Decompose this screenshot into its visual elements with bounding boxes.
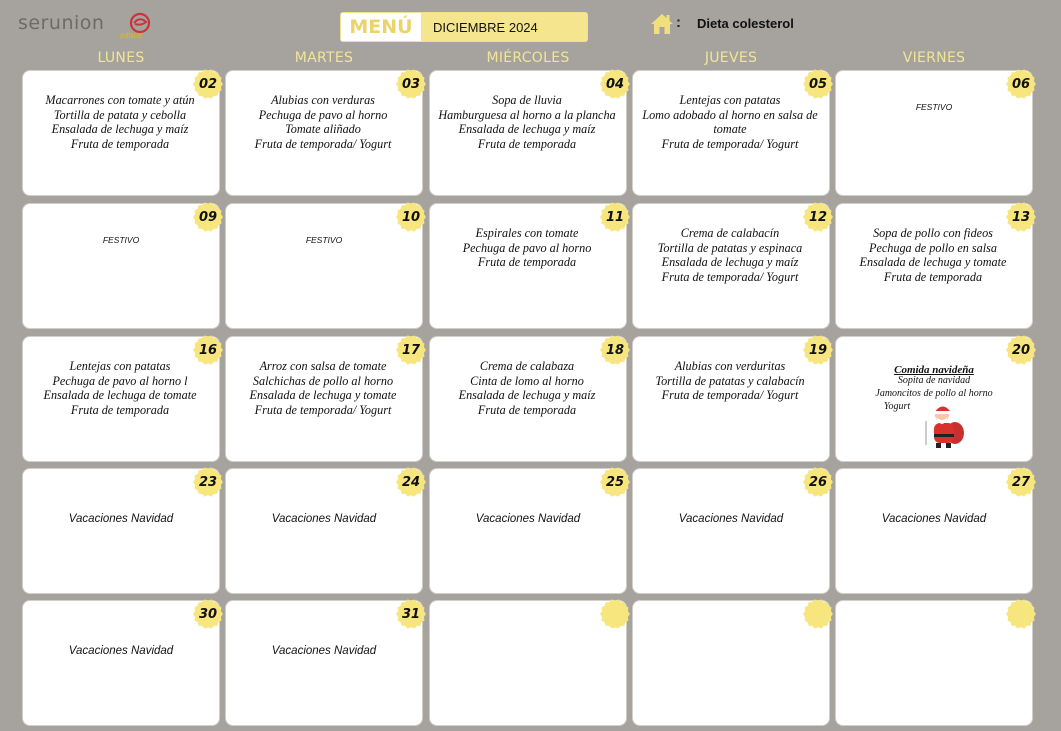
menu-item: Pechuga de pavo al horno <box>258 107 388 122</box>
day-number: 12 <box>808 209 828 225</box>
day-number: 31 <box>401 606 421 622</box>
day-cell <box>430 601 626 725</box>
day-number: 03 <box>401 76 421 92</box>
day-badge <box>193 467 223 497</box>
menu-item: Arroz con salsa de tomate <box>259 359 387 373</box>
menu-item: Ensalada de lechuga y maíz <box>458 388 596 403</box>
menu-label: MENÚ <box>341 13 421 41</box>
menu-items <box>230 359 416 417</box>
day-badge <box>1006 335 1036 365</box>
day-number: 13 <box>1011 209 1031 225</box>
menu-items <box>434 359 620 417</box>
day-badge <box>803 599 833 629</box>
day-number: 02 <box>198 76 218 92</box>
day-number: 17 <box>401 342 421 358</box>
day-badge <box>396 202 426 232</box>
day-cell <box>226 204 422 328</box>
menu-item: Fruta de temporada <box>477 402 577 417</box>
day-cell <box>23 204 219 328</box>
day-badge <box>1006 599 1036 629</box>
menu-item: Fruta de temporada <box>477 136 577 151</box>
day-badge <box>600 467 630 497</box>
special-meal-item: Yogurt <box>883 401 911 412</box>
day-number: 18 <box>605 342 625 358</box>
day-cell <box>430 71 626 195</box>
house-icon <box>650 12 674 36</box>
menu-item: Sopa de pollo con fideos <box>873 226 993 240</box>
holiday-note: FESTIVO <box>102 235 140 245</box>
menu-item: Crema de calabaza <box>479 359 575 373</box>
vacation-note: Vacaciones Navidad <box>678 513 784 525</box>
day-cell <box>633 337 829 461</box>
day-cell <box>226 469 422 593</box>
menu-item: Tortilla de patatas y espinaca <box>657 240 803 255</box>
menu-items <box>434 226 620 270</box>
weekday-header: JUEVES <box>704 50 758 66</box>
menu-item: Tortilla de patatas y calabacín <box>655 373 805 388</box>
day-badge <box>1006 69 1036 99</box>
menu-item: Salchichas de pollo al horno <box>252 373 394 388</box>
menu-item: Fruta de temporada/ Yogurt <box>661 388 799 403</box>
menu-item: Lentejas con patatas <box>69 359 171 373</box>
menu-item: Alubias con verduras <box>271 93 375 107</box>
menu-item: Fruta de temporada <box>477 255 577 270</box>
menu-month: DICIEMBRE 2024 <box>421 13 587 41</box>
holiday-note: FESTIVO <box>305 235 343 245</box>
menu-item: Fruta de temporada/ Yogurt <box>254 402 392 417</box>
menu-item: Macarrones con tomate y atún <box>45 93 195 107</box>
menu-item: Fruta de temporada/ Yogurt <box>254 136 392 151</box>
menu-item: Ensalada de lechuga y maíz <box>458 122 596 137</box>
weekday-header: MARTES <box>294 50 354 66</box>
santa-claus-icon <box>922 401 966 449</box>
holiday-note: FESTIVO <box>915 102 953 112</box>
menu-items <box>637 93 823 151</box>
menu-item: Crema de calabacín <box>680 226 780 240</box>
menu-item: Espirales con tomate <box>475 226 579 240</box>
day-number: 16 <box>198 342 218 358</box>
vacation-note: Vacaciones Navidad <box>271 645 377 657</box>
menu-item: Ensalada de lechuga de tomate <box>43 388 197 403</box>
weekday-header: VIERNES <box>902 50 966 66</box>
menu-items <box>434 93 620 151</box>
menu-item: Fruta de temporada <box>70 402 170 417</box>
day-cell <box>633 204 829 328</box>
menu-item: Pechuga de pavo al horno <box>462 240 592 255</box>
menu-items <box>230 93 416 151</box>
day-number: 06 <box>1011 76 1031 92</box>
day-number <box>600 599 630 629</box>
day-number <box>803 599 833 629</box>
diet-label: Dieta colesterol <box>697 16 794 31</box>
vacation-note: Vacaciones Navidad <box>68 513 174 525</box>
special-meal-item: Sopita de navidad <box>897 375 971 386</box>
menu-items <box>27 359 213 417</box>
menu-item: Fruta de temporada/ Yogurt <box>661 269 799 284</box>
day-cell <box>633 469 829 593</box>
menu-items <box>27 93 213 151</box>
day-cell <box>23 337 219 461</box>
day-number: 24 <box>401 474 421 490</box>
weekday-header: LUNES <box>97 50 145 66</box>
logo-sub: educa <box>120 30 142 40</box>
menu-item: Sopa de lluvia <box>492 93 562 107</box>
menu-item: Alubias con verduritas <box>674 359 786 373</box>
day-cell <box>430 204 626 328</box>
menu-item: Hamburguesa al horno a la plancha <box>438 107 616 122</box>
day-badge <box>193 202 223 232</box>
day-cell <box>430 469 626 593</box>
colon-separator: : <box>676 14 681 31</box>
day-number: 09 <box>198 209 218 225</box>
day-cell <box>23 71 219 195</box>
day-number: 26 <box>808 474 828 490</box>
menu-items <box>637 359 823 403</box>
day-number: 04 <box>605 76 625 92</box>
menu-item: Fruta de temporada <box>883 269 983 284</box>
menu-item: Cinta de lomo al horno <box>470 373 584 388</box>
day-number: 11 <box>605 209 625 225</box>
menu-item: Ensalada de lechuga y tomate <box>859 255 1007 270</box>
menu-item: Tortilla de patata y cebolla <box>53 107 187 122</box>
menu-item: Fruta de temporada <box>70 136 170 151</box>
menu-items <box>840 226 1026 284</box>
logo-text: serunion <box>18 12 105 34</box>
day-badge <box>600 599 630 629</box>
day-cell <box>633 71 829 195</box>
serunion-logo <box>18 10 158 42</box>
day-cell <box>226 601 422 725</box>
day-number: 10 <box>401 209 421 225</box>
menu-item: Lomo adobado al horno en salsa de tomate <box>642 107 818 137</box>
menu-item: Fruta de temporada/ Yogurt <box>661 136 799 151</box>
menu-items <box>637 226 823 284</box>
day-cell <box>836 71 1032 195</box>
day-cell <box>23 601 219 725</box>
day-badge <box>803 467 833 497</box>
menu-item: Pechuga de pollo en salsa <box>869 240 997 255</box>
day-number: 19 <box>808 342 828 358</box>
day-number: 27 <box>1011 474 1031 490</box>
day-badge <box>396 599 426 629</box>
menu-item: Ensalada de lechuga y tomate <box>249 388 397 403</box>
day-badge <box>1006 467 1036 497</box>
day-cell <box>226 71 422 195</box>
day-cell <box>836 469 1032 593</box>
day-cell <box>836 337 1032 461</box>
day-cell <box>430 337 626 461</box>
day-number: 20 <box>1011 342 1031 358</box>
day-cell <box>633 601 829 725</box>
day-number: 23 <box>198 474 218 490</box>
vacation-note: Vacaciones Navidad <box>881 513 987 525</box>
day-cell <box>836 204 1032 328</box>
vacation-note: Vacaciones Navidad <box>68 645 174 657</box>
menu-title-box <box>340 12 588 42</box>
day-number: 05 <box>808 76 828 92</box>
day-number: 30 <box>198 606 218 622</box>
menu-item: Ensalada de lechuga y maíz <box>51 122 189 137</box>
day-badge <box>396 467 426 497</box>
vacation-note: Vacaciones Navidad <box>271 513 377 525</box>
menu-item: Ensalada de lechuga y maíz <box>661 255 799 270</box>
menu-item: Pechuga de pavo al horno l <box>52 373 188 388</box>
special-meal-title: Comida navideña <box>894 364 974 376</box>
day-cell <box>23 469 219 593</box>
vacation-note: Vacaciones Navidad <box>475 513 581 525</box>
day-badge <box>193 599 223 629</box>
menu-item: Tomate aliñado <box>285 122 361 137</box>
special-meal-item: Jamoncitos de pollo al horno <box>875 388 993 399</box>
day-number <box>1006 599 1036 629</box>
weekday-header: MIÉRCOLES <box>486 50 570 66</box>
day-cell <box>836 601 1032 725</box>
day-cell <box>226 337 422 461</box>
menu-item: Lentejas con patatas <box>679 93 781 107</box>
day-number: 25 <box>605 474 625 490</box>
